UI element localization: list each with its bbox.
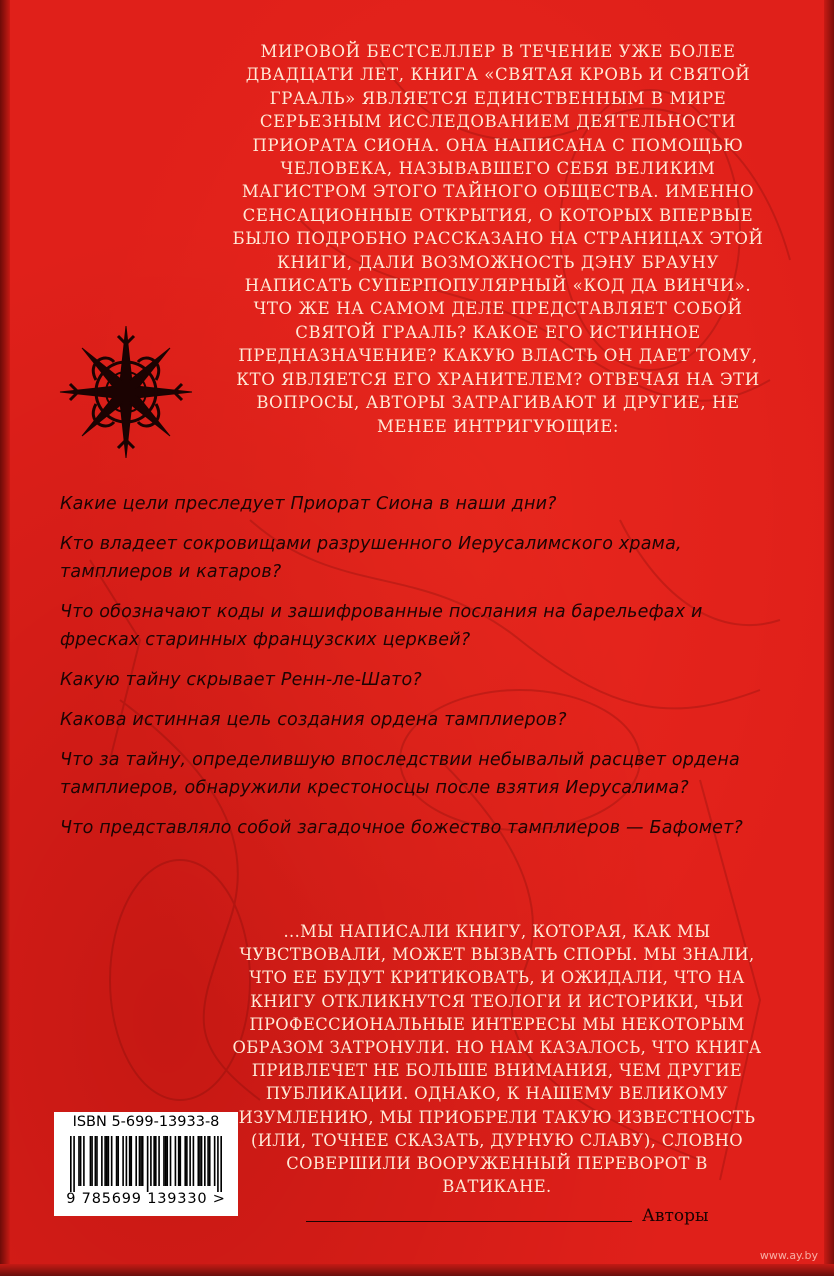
barcode-digits: 9 785699 139330 > [66,1191,226,1207]
barcode-bar [104,1136,106,1186]
bottom-edge [0,1264,834,1276]
signature-line [306,1221,632,1222]
barcode-bar [90,1136,92,1186]
isbn-barcode-block [54,1112,238,1216]
question-list [60,490,760,854]
barcode-bar [193,1136,195,1186]
signature: Авторы [642,1206,709,1226]
barcode-bar [83,1136,85,1186]
barcode-bar [101,1136,103,1186]
barcode-bar [180,1136,182,1186]
barcode-bar [111,1136,113,1186]
barcode-bar [147,1136,149,1192]
intro-text: МИРОВОЙ БЕСТСЕЛЛЕР В ТЕЧЕНИЕ УЖЕ БОЛЕЕ ДВАДЦАТИ ЛЕТ, КНИГА «СВЯТАЯ КРОВЬ И СВЯТОЙ ГРААЛЬ» ЯВЛЯЕТСЯ ЕДИНСТВЕННЫМ В МИРЕ СЕРЬЕЗНЫМ ИССЛЕДОВАНИЕМ ДЕЯТЕЛЬНОСТИ ПРИОРАТА СИОНА. ОНА НАПИСАНА С ПОМОЩЬЮ ЧЕЛОВЕКА, НАЗЫВАВШЕГО СЕБЯ ВЕЛИКИМ МАГИСТРОМ ЭТОГО ТАЙНОГО ОБЩЕСТВА. ИМЕННО СЕНСАЦИОННЫЕ ОТКРЫТИЯ, О КОТОРЫХ ВПЕРВЫЕ БЫЛО ПОДРОБНО РАССКАЗАНО НА СТРАНИЦАХ ЭТОЙ КНИГИ, ДАЛИ ВОЗМОЖНОСТЬ ДЭНУ БРАУНУ НАПИСАТЬ СУПЕРПОПУЛЯРНЫЙ «КОД ДА ВИНЧИ». ЧТО ЖЕ НА САМОМ ДЕЛЕ ПРЕДСТАВЛЯЕТ СОБОЙ СВЯТОЙ ГРААЛЬ? КАКОЕ ЕГО ИСТИННОЕ ПРЕДНАЗНАЧЕНИЕ? КАКУЮ ВЛАСТЬ ОН ДАЕТ ТОМУ, КТО ЯВЛЯЕТСЯ ЕГО ХРАНИТЕЛЕМ? ОТВЕЧАЯ НА ЭТИ ВОПРОСЫ, АВТОРЫ ЗАТРАГИВАЮТ И ДРУГИЕ, НЕ МЕНЕЕ ИНТРИГУЮЩИЕ: [232,42,764,436]
barcode-bar [207,1136,209,1186]
barcode-bar [197,1136,199,1186]
barcode-bar [135,1136,137,1186]
barcode-bar [170,1136,172,1186]
barcode-bar [140,1136,142,1186]
barcode-bar [150,1136,152,1186]
question-item: Кто владеет сокровищами разрушенного Иерусалимского храма, тамплиеров и катаров? [60,534,682,582]
isbn-number: ISBN 5-699-13933-8 [72,1114,220,1130]
barcode-bar [116,1136,118,1186]
barcode-bar [122,1136,124,1186]
barcode-bar [139,1136,141,1186]
barcode-bar [166,1136,168,1186]
barcode-bar [108,1136,110,1186]
barcode-bar [106,1136,108,1186]
barcode-bar [165,1136,167,1186]
barcode-bar [184,1136,186,1186]
right-edge [824,0,834,1276]
barcode-bar [199,1136,201,1186]
barcode-bar [70,1136,72,1192]
barcode-bar [96,1136,98,1186]
barcode-bar [91,1136,93,1186]
barcode-bar [178,1136,180,1186]
barcode-bar [217,1136,219,1192]
barcode-bar [220,1136,222,1192]
barcode-bar [73,1136,75,1192]
barcode-bar [129,1136,131,1186]
question-item: Какова истинная цель создания ордена тамплиеров? [60,710,567,730]
barcode-bar [117,1136,119,1186]
barcode-bar [214,1136,216,1186]
barcode-icon [70,1136,222,1192]
barcode-bar [95,1136,97,1186]
barcode-bar [153,1136,155,1186]
barcode-bar [209,1136,211,1186]
question-item: Какие цели преследует Приорат Сиона в наши дни? [60,494,557,514]
spine-edge [0,0,10,1276]
question-item: Что представляло собой загадочное божество тамплиеров — Бафомет? [60,818,743,838]
barcode-bar [78,1136,80,1186]
watermark: www.ay.by [759,1249,818,1262]
barcode-bar [142,1136,144,1186]
barcode-bar [126,1136,128,1186]
barcode-bar [204,1136,206,1186]
barcode-bar [130,1136,132,1186]
barcode-bar [80,1136,82,1186]
authors-quote: ...МЫ НАПИСАЛИ КНИГУ, КОТОРАЯ, КАК МЫ ЧУВСТВОВАЛИ, МОЖЕТ ВЫЗВАТЬ СПОРЫ. МЫ ЗНАЛИ, ЧТО ЕЕ БУДУТ КРИТИКОВАТЬ, И ОЖИДАЛИ, ЧТО НА КНИГУ ОТКЛИКНУТСЯ ТЕОЛОГИ И ИСТОРИКИ, ЧЬИ ПРОФЕССИОНАЛЬНЫЕ ИНТЕРЕСЫ МЫ НЕКОТОРЫМ ОБРАЗОМ ЗАТРОНУЛИ. НО НАМ КАЗАЛОСЬ, ЧТО КНИГА ПРИВЛЕЧЕТ НЕ БОЛЬШЕ ВНИМАНИЯ, ЧЕМ ДРУГИЕ ПУБЛИКАЦИИ. ОДНАКО, К НАШЕМУ ВЕЛИКОМУ ИЗУМЛЕНИЮ, МЫ ПРИОБРЕЛИ ТАКУЮ ИЗВЕСТНОСТЬ (ИЛИ, ТОЧНЕЕ СКАЗАТЬ, ДУРНУЮ СЛАВУ), СЛОВНО СОВЕРШИЛИ ВООРУЖЕННЫЙ ПЕРЕВОРОТ В ВАТИКАНЕ. [232,922,762,1197]
question-item: Какую тайну скрывает Ренн-ле-Шато? [60,670,422,690]
barcode-bar [186,1136,188,1186]
barcode-bar [158,1136,160,1186]
barcode-bar [155,1136,157,1186]
barcode-bar [163,1136,165,1186]
question-item: Что обозначают коды и зашифрованные послания на барельефах и фресках старинных французских церквей? [60,602,703,650]
barcode-bar [189,1136,191,1186]
question-item: Что за тайну, определившую впоследствии небывалый расцвет ордена тамплиеров, обнаружили крестоносцы после взятия Иерусалима? [60,750,740,798]
barcode-bar [175,1136,177,1186]
compass-rose-ornament-icon [56,322,196,462]
barcode-bar [201,1136,203,1186]
